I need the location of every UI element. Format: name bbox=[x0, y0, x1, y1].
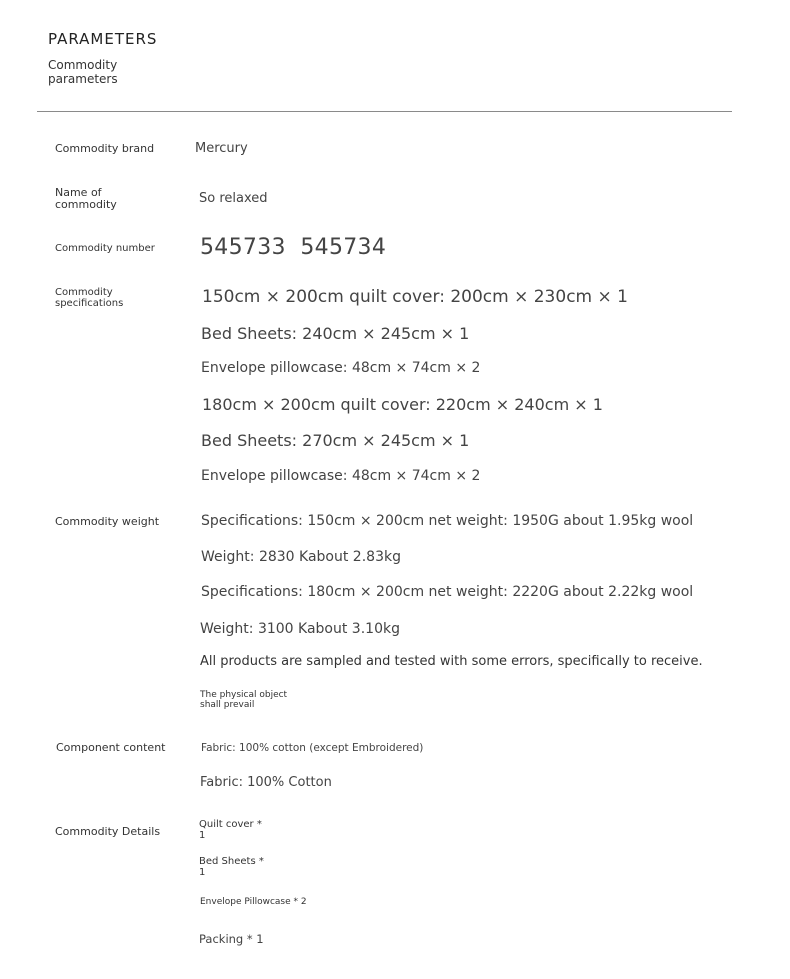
specifications-label: Commodity specifications bbox=[55, 287, 124, 309]
details-line: Envelope Pillowcase * 2 bbox=[200, 897, 307, 907]
weight-line: Weight: 3100 Kabout 3.10kg bbox=[200, 621, 400, 637]
brand-label: Commodity brand bbox=[55, 142, 155, 155]
spec-line: Bed Sheets: 270cm × 245cm × 1 bbox=[201, 431, 470, 450]
spec-line: 180cm × 200cm quilt cover: 220cm × 240cm × 1 bbox=[202, 395, 603, 414]
page-subtitle: Commodity parameters bbox=[48, 58, 118, 86]
weight-line: Specifications: 180cm × 200cm net weight: 2220G about 2.22kg wool bbox=[201, 584, 694, 600]
details-line: Quilt cover * 1 bbox=[199, 819, 262, 841]
weight-note-small: The physical object shall prevail bbox=[200, 690, 288, 710]
page-title: PARAMETERS bbox=[48, 30, 158, 48]
number-label: Commodity number bbox=[55, 243, 155, 254]
weight-note-text: All products are sampled and tested with some errors, specifically to receive. bbox=[200, 654, 703, 669]
weight-note bbox=[200, 654, 703, 676]
component-label: Component content bbox=[56, 741, 166, 754]
component-line: Fabric: 100% cotton (except Embroidered) bbox=[201, 742, 424, 754]
name-label: Name of commodity bbox=[55, 186, 117, 211]
number-value: 545733 545734 bbox=[200, 235, 387, 260]
details-line: Bed Sheets * 1 bbox=[199, 856, 264, 878]
spec-line: 150cm × 200cm quilt cover: 200cm × 230cm × 1 bbox=[202, 287, 628, 307]
weight-line: Specifications: 150cm × 200cm net weight: 1950G about 1.95kg wool bbox=[201, 513, 694, 529]
name-value: So relaxed bbox=[199, 191, 268, 206]
brand-value: Mercury bbox=[195, 141, 248, 156]
spec-line: Envelope pillowcase: 48cm × 74cm × 2 bbox=[201, 468, 481, 484]
weight-label: Commodity weight bbox=[55, 515, 160, 528]
details-label: Commodity Details bbox=[55, 825, 161, 838]
spec-line: Envelope pillowcase: 48cm × 74cm × 2 bbox=[201, 360, 481, 376]
spec-line: Bed Sheets: 240cm × 245cm × 1 bbox=[201, 324, 470, 343]
divider bbox=[37, 111, 732, 112]
component-line: Fabric: 100% Cotton bbox=[200, 775, 332, 790]
details-line: Packing * 1 bbox=[199, 932, 264, 946]
weight-line: Weight: 2830 Kabout 2.83kg bbox=[201, 549, 401, 565]
